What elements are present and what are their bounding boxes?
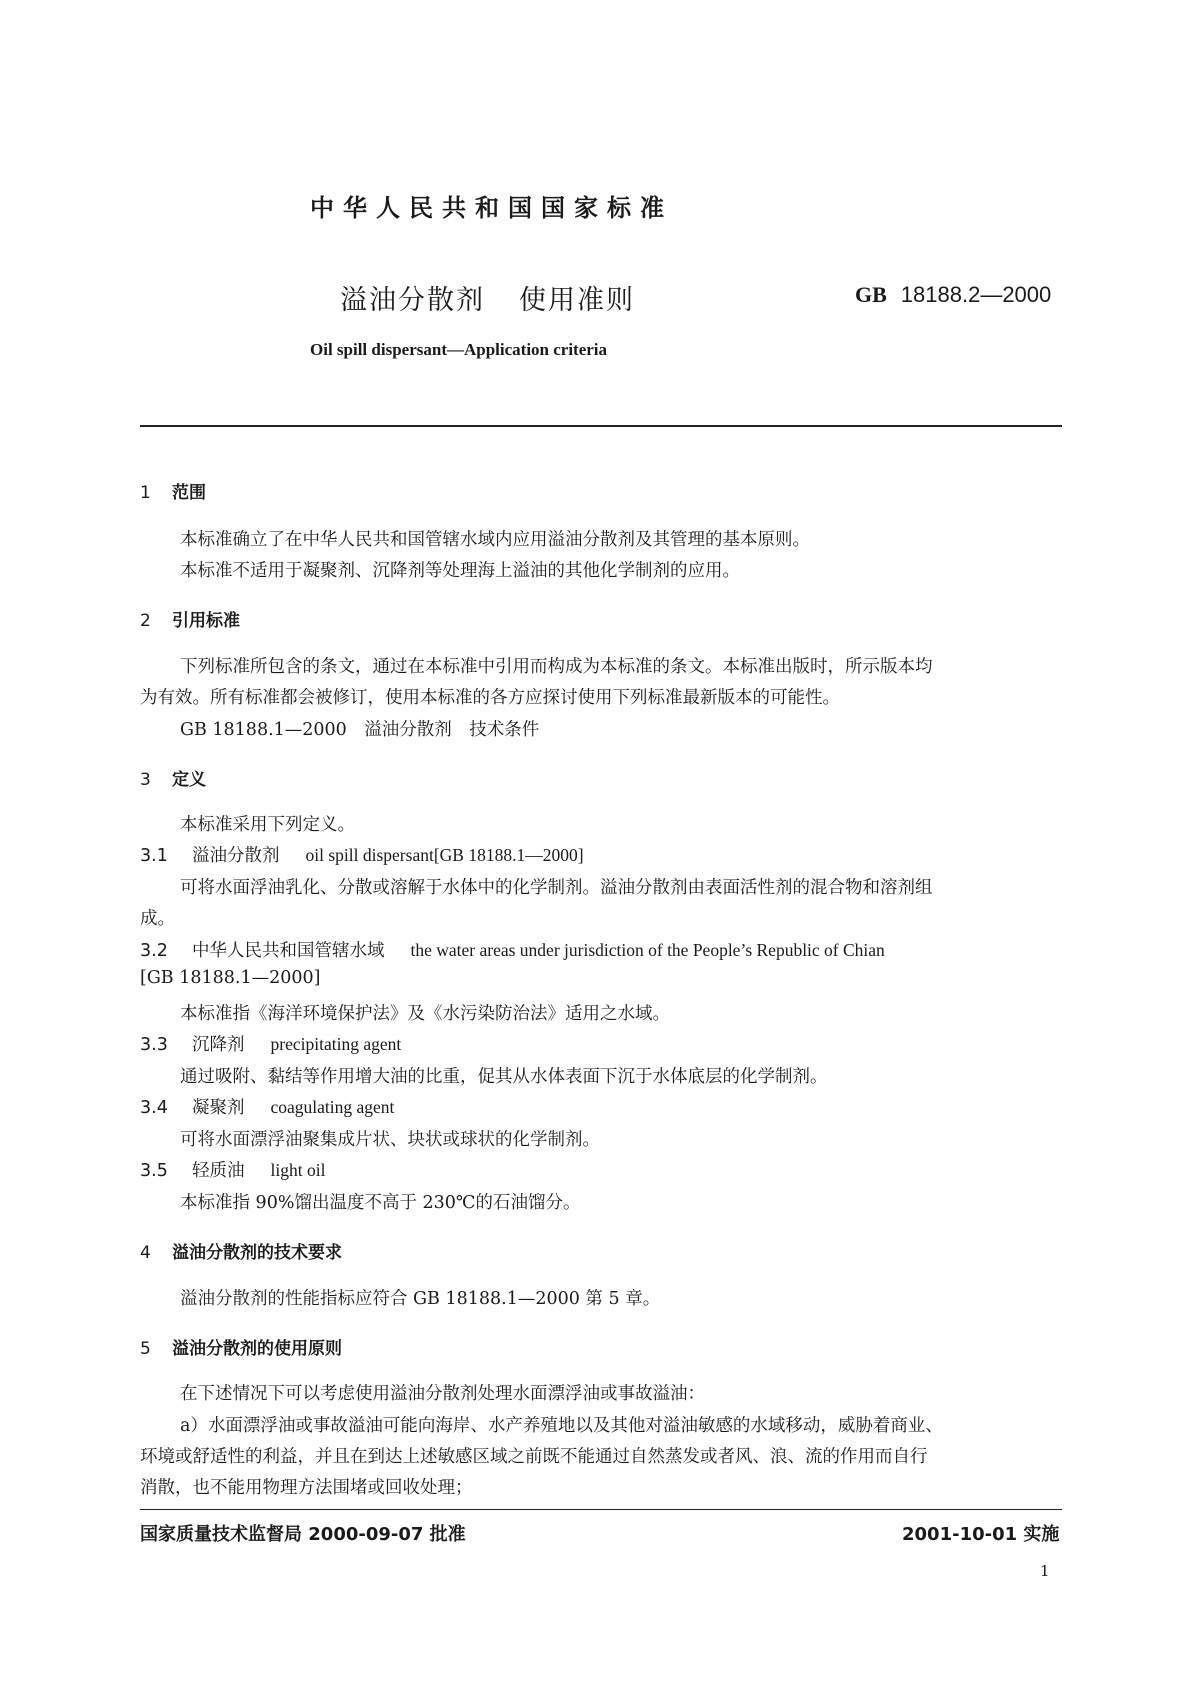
section-title: 溢油分散剂的使用原则 (172, 1339, 342, 1359)
definition-3-3 (140, 1031, 401, 1056)
definition-term-en: light oil (270, 1160, 326, 1180)
definition-text: 可将水面漂浮油聚集成片状、块状或球状的化学制剂。 (180, 1130, 600, 1150)
document-title-cn (340, 278, 635, 317)
effective-date: 2001-10-01 实施 (902, 1524, 1060, 1545)
list-item-a-line: a）水面漂浮油或事故溢油可能向海岸、水产养殖地以及其他对溢油敏感的水域移动，威胁着商业、 (180, 1416, 943, 1436)
section-1-heading (140, 478, 206, 503)
section-title: 引用标准 (172, 611, 240, 631)
definition-number: 3.5 (140, 1161, 168, 1181)
definition-term-en: coagulating agent (270, 1097, 395, 1117)
section-title: 溢油分散剂的技术要求 (172, 1243, 342, 1263)
section-number: 4 (140, 1243, 151, 1263)
definition-text: 成。 (140, 909, 175, 929)
definition-3-5 (140, 1157, 325, 1182)
definition-3-4 (140, 1094, 394, 1119)
section-title: 定义 (172, 770, 206, 790)
section-4-heading (140, 1238, 342, 1263)
title-cn-part1: 溢油分散剂 (340, 285, 485, 316)
code-prefix: GB (855, 282, 887, 307)
definition-term-en: oil spill dispersant[GB 18188.1—2000] (305, 845, 584, 865)
paragraph-line: 为有效。所有标准都会被修订，使用本标准的各方应探讨使用下列标准最新版本的可能性。 (140, 688, 840, 708)
definition-term-en: the water areas under jurisdiction of the People’s Republic of Chian (410, 940, 885, 960)
header-divider (140, 425, 1062, 427)
paragraph-line: 下列标准所包含的条文，通过在本标准中引用而构成为本标准的条文。本标准出版时，所示版本均 (180, 657, 933, 677)
definition-term: 溢油分散剂 (192, 846, 280, 866)
definition-text: 本标准指《海洋环境保护法》及《水污染防治法》适用之水域。 (180, 1004, 670, 1024)
definition-number: 3.1 (140, 846, 168, 866)
definition-3-2 (140, 937, 885, 962)
national-standard-heading: 中华人民共和国国家标准 (310, 194, 673, 222)
definition-number: 3.3 (140, 1035, 168, 1055)
definition-term: 凝聚剂 (192, 1098, 245, 1118)
paragraph: 本标准确立了在中华人民共和国管辖水域内应用溢油分散剂及其管理的基本原则。 (180, 530, 810, 550)
reference-standard: GB 18188.1—2000 溢油分散剂 技术条件 (180, 720, 540, 740)
list-item-a-line: 环境或舒适性的利益，并且在到达上述敏感区域之前既不能通过自然蒸发或者风、浪、流的作用而自行 (140, 1447, 928, 1467)
definition-term: 中华人民共和国管辖水域 (192, 941, 385, 961)
section-2-heading (140, 606, 240, 631)
title-cn-part2: 使用准则 (519, 285, 635, 316)
definition-term: 沉降剂 (192, 1035, 245, 1055)
list-item-a-line: 消散，也不能用物理方法围堵或回收处理； (140, 1478, 473, 1498)
standard-code (855, 282, 1051, 308)
paragraph: 本标准不适用于凝聚剂、沉降剂等处理海上溢油的其他化学制剂的应用。 (180, 561, 740, 581)
definition-term-en: precipitating agent (270, 1034, 402, 1054)
section-title: 范围 (172, 483, 206, 503)
paragraph: 本标准采用下列定义。 (180, 815, 355, 835)
paragraph: 在下述情况下可以考虑使用溢油分散剂处理水面漂浮油或事故溢油： (180, 1384, 705, 1404)
definition-term-en-cont: [GB 18188.1—2000] (140, 968, 321, 988)
code-number: 18188.2—2000 (900, 282, 1052, 307)
definition-3-1 (140, 842, 584, 867)
definition-term: 轻质油 (192, 1161, 245, 1181)
page-number: 1 (1040, 1562, 1050, 1580)
definition-text: 本标准指 90%馏出温度不高于 230℃的石油馏分。 (180, 1193, 581, 1213)
definition-text: 可将水面浮油乳化、分散或溶解于水体中的化学制剂。溢油分散剂由表面活性剂的混合物和溶剂组 (180, 878, 933, 898)
section-3-heading (140, 765, 206, 790)
issued-by-date: 国家质量技术监督局 2000-09-07 批准 (140, 1524, 466, 1545)
section-5-heading (140, 1334, 342, 1359)
section-number: 1 (140, 483, 151, 503)
definition-text: 通过吸附、黏结等作用增大油的比重，促其从水体表面下沉于水体底层的化学制剂。 (180, 1067, 828, 1087)
footer-divider (140, 1509, 1062, 1510)
paragraph: 溢油分散剂的性能指标应符合 GB 18188.1—2000 第 5 章。 (180, 1289, 661, 1309)
definition-number: 3.4 (140, 1098, 168, 1118)
definition-number: 3.2 (140, 941, 168, 961)
section-number: 2 (140, 611, 151, 631)
section-number: 5 (140, 1339, 151, 1359)
document-title-en: Oil spill dispersant—Application criteria (310, 340, 608, 359)
section-number: 3 (140, 770, 151, 790)
